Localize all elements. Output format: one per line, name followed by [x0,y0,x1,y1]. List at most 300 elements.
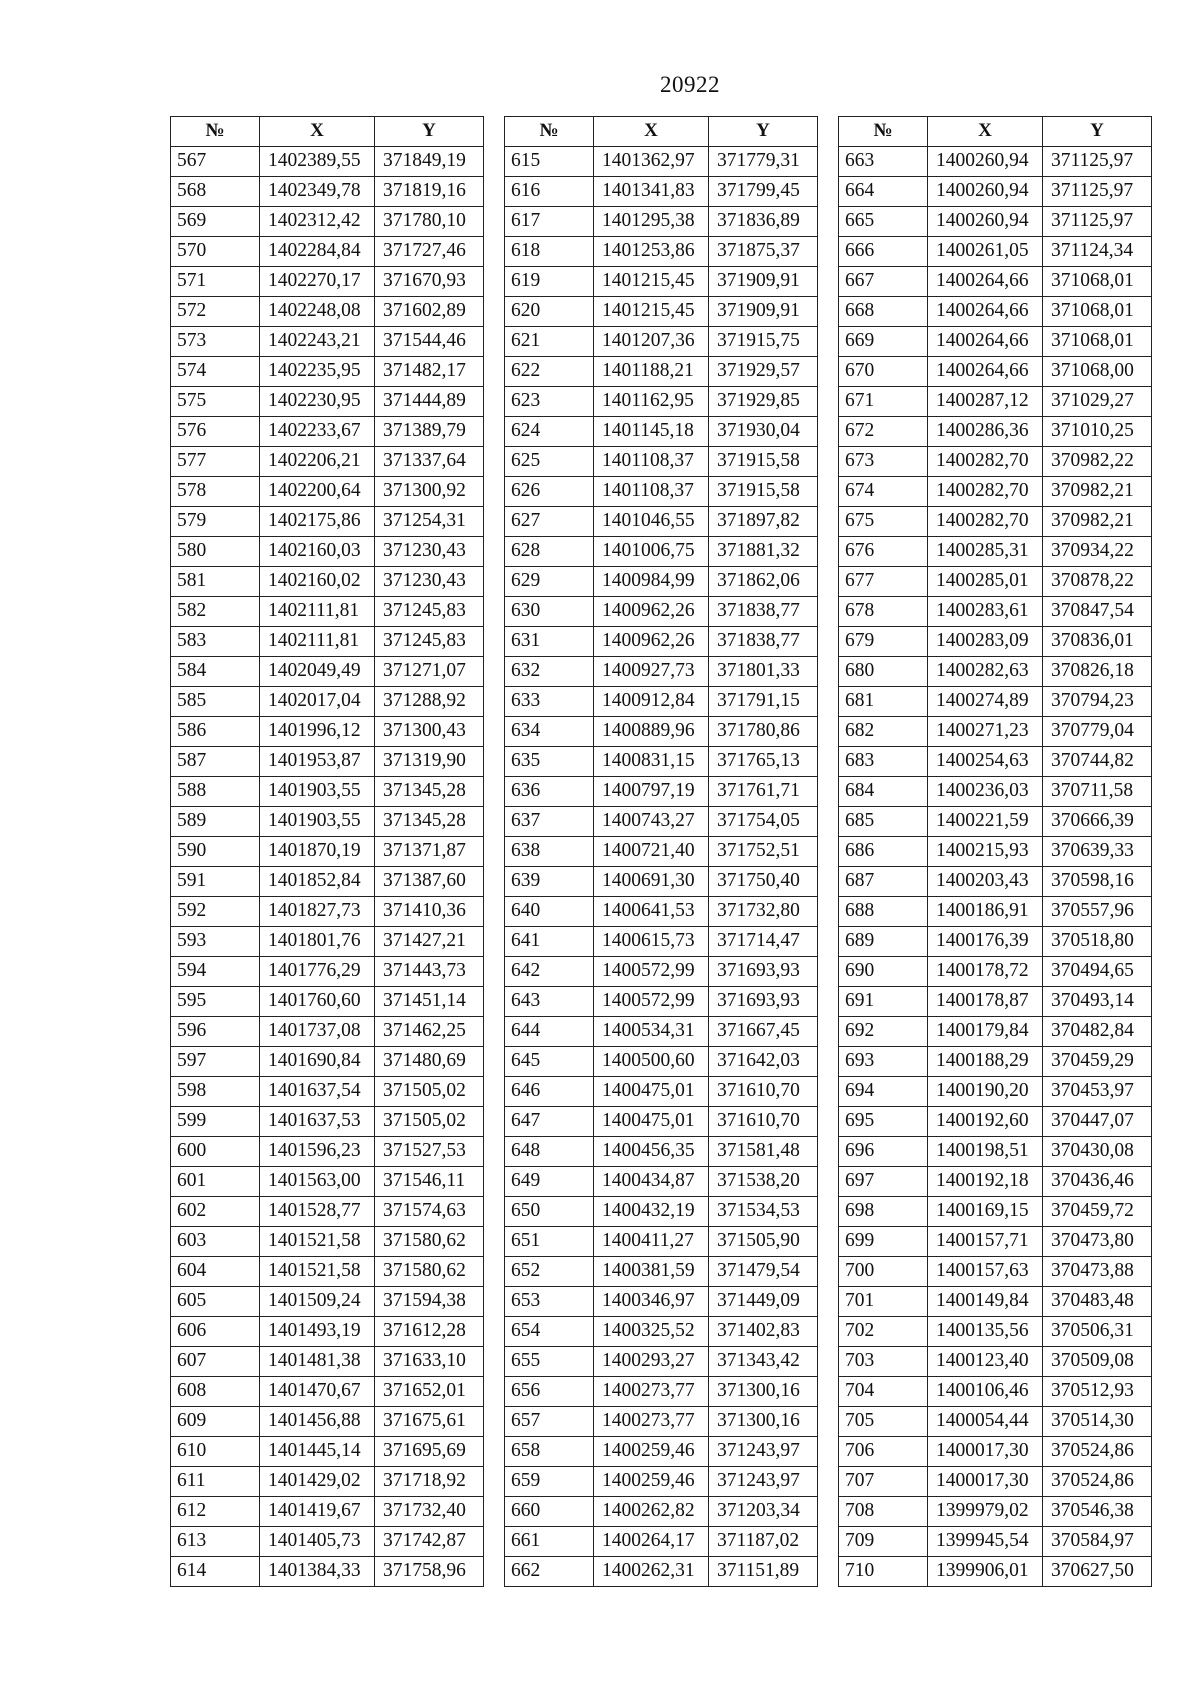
x-value-cell: 1401953,87 [260,747,375,777]
point-number-cell: 620 [505,297,594,327]
y-value-cell: 370982,21 [1043,477,1152,507]
x-value-cell: 1400572,99 [594,957,709,987]
table-row [839,777,1152,807]
y-value-cell: 370509,08 [1043,1347,1152,1377]
point-number-cell: 673 [839,447,928,477]
point-number-cell: 573 [171,327,260,357]
point-number-cell: 608 [171,1377,260,1407]
y-value-cell: 371574,63 [375,1197,484,1227]
table-row [839,1197,1152,1227]
table-row [839,1257,1152,1287]
y-value-cell: 371718,92 [375,1467,484,1497]
y-value-cell: 371546,11 [375,1167,484,1197]
point-number-cell: 574 [171,357,260,387]
table-row [505,267,818,297]
point-number-cell: 682 [839,717,928,747]
y-value-cell: 370584,97 [1043,1527,1152,1557]
y-value-cell: 371534,53 [709,1197,818,1227]
x-value-cell: 1400743,27 [594,807,709,837]
y-value-cell: 370473,88 [1043,1257,1152,1287]
y-value-cell: 371068,00 [1043,357,1152,387]
point-number-cell: 679 [839,627,928,657]
y-value-cell: 371838,77 [709,627,818,657]
table-row [839,897,1152,927]
table-row [505,537,818,567]
y-value-cell: 371203,34 [709,1497,818,1527]
x-value-cell: 1400017,30 [928,1437,1043,1467]
table-row [171,1317,484,1347]
point-number-cell: 611 [171,1467,260,1497]
table-row [839,1017,1152,1047]
table-row [505,237,818,267]
x-value-cell: 1401521,58 [260,1257,375,1287]
y-value-cell: 371909,91 [709,297,818,327]
y-value-cell: 371758,96 [375,1557,484,1587]
y-value-cell: 371602,89 [375,297,484,327]
point-number-cell: 676 [839,537,928,567]
table-row [505,777,818,807]
table-row [839,417,1152,447]
table-row [171,267,484,297]
x-value-cell: 1401903,55 [260,807,375,837]
y-value-cell: 370524,86 [1043,1467,1152,1497]
y-value-cell: 371610,70 [709,1107,818,1137]
table-row [171,1197,484,1227]
point-number-cell: 590 [171,837,260,867]
y-value-cell: 371300,16 [709,1407,818,1437]
point-number-cell: 694 [839,1077,928,1107]
x-value-cell: 1400054,44 [928,1407,1043,1437]
x-value-cell: 1400293,27 [594,1347,709,1377]
x-value-cell: 1401903,55 [260,777,375,807]
x-value-cell: 1401207,36 [594,327,709,357]
x-value-cell: 1401429,02 [260,1467,375,1497]
x-value-cell: 1400282,70 [928,447,1043,477]
x-value-cell: 1400236,03 [928,777,1043,807]
point-number-cell: 690 [839,957,928,987]
table-row [171,477,484,507]
x-value-cell: 1401295,38 [594,207,709,237]
table-row [505,357,818,387]
y-value-cell: 371799,45 [709,177,818,207]
y-value-cell: 371343,42 [709,1347,818,1377]
table-row [171,807,484,837]
point-number-cell: 677 [839,567,928,597]
x-value-cell: 1400261,05 [928,237,1043,267]
y-value-cell: 371505,02 [375,1107,484,1137]
x-value-cell: 1400797,19 [594,777,709,807]
header-y: Y [709,117,818,147]
table-row [171,567,484,597]
table-row [839,957,1152,987]
point-number-cell: 621 [505,327,594,357]
point-number-cell: 586 [171,717,260,747]
table-row [171,357,484,387]
table-row [171,837,484,867]
y-value-cell: 371482,17 [375,357,484,387]
point-number-cell: 567 [171,147,260,177]
point-number-cell: 594 [171,957,260,987]
y-value-cell: 371752,51 [709,837,818,867]
y-value-cell: 371300,92 [375,477,484,507]
table-row [839,1467,1152,1497]
point-number-cell: 657 [505,1407,594,1437]
table-row [505,627,818,657]
y-value-cell: 371480,69 [375,1047,484,1077]
table-row [171,1497,484,1527]
y-value-cell: 371371,87 [375,837,484,867]
table-row [505,147,818,177]
x-value-cell: 1400188,29 [928,1047,1043,1077]
x-value-cell: 1400381,59 [594,1257,709,1287]
y-value-cell: 370494,65 [1043,957,1152,987]
table-row [505,687,818,717]
point-number-cell: 568 [171,177,260,207]
point-number-cell: 649 [505,1167,594,1197]
point-number-cell: 609 [171,1407,260,1437]
point-number-cell: 698 [839,1197,928,1227]
point-number-cell: 597 [171,1047,260,1077]
point-number-cell: 640 [505,897,594,927]
y-value-cell: 371387,60 [375,867,484,897]
table-row [505,507,818,537]
point-number-cell: 593 [171,927,260,957]
table-row [839,1167,1152,1197]
table-row [171,1167,484,1197]
point-number-cell: 691 [839,987,928,1017]
point-number-cell: 684 [839,777,928,807]
point-number-cell: 650 [505,1197,594,1227]
y-value-cell: 371479,54 [709,1257,818,1287]
point-number-cell: 670 [839,357,928,387]
table-row [505,207,818,237]
table-body [505,147,818,1587]
table-row [839,1077,1152,1107]
y-value-cell: 371389,79 [375,417,484,447]
table-row [171,777,484,807]
x-value-cell: 1401637,54 [260,1077,375,1107]
y-value-cell: 371838,77 [709,597,818,627]
header-y: Y [375,117,484,147]
x-value-cell: 1402284,84 [260,237,375,267]
table-row [839,297,1152,327]
table-row [171,207,484,237]
y-value-cell: 371068,01 [1043,297,1152,327]
y-value-cell: 370430,08 [1043,1137,1152,1167]
table-row [171,957,484,987]
y-value-cell: 371750,40 [709,867,818,897]
x-value-cell: 1401384,33 [260,1557,375,1587]
x-value-cell: 1402160,02 [260,567,375,597]
table-row [505,657,818,687]
table-row [505,1017,818,1047]
point-number-cell: 592 [171,897,260,927]
point-number-cell: 576 [171,417,260,447]
y-value-cell: 371068,01 [1043,267,1152,297]
point-number-cell: 655 [505,1347,594,1377]
point-number-cell: 579 [171,507,260,537]
table-row [839,1047,1152,1077]
x-value-cell: 1399906,01 [928,1557,1043,1587]
table-row [171,1137,484,1167]
point-number-cell: 701 [839,1287,928,1317]
table-row [171,867,484,897]
x-value-cell: 1400190,20 [928,1077,1043,1107]
point-number-cell: 612 [171,1497,260,1527]
x-value-cell: 1402017,04 [260,687,375,717]
point-number-cell: 569 [171,207,260,237]
table-row [839,627,1152,657]
table-row [505,747,818,777]
x-value-cell: 1400534,31 [594,1017,709,1047]
point-number-cell: 648 [505,1137,594,1167]
x-value-cell: 1400106,46 [928,1377,1043,1407]
y-value-cell: 371444,89 [375,387,484,417]
x-value-cell: 1400157,71 [928,1227,1043,1257]
point-number-cell: 703 [839,1347,928,1377]
y-value-cell: 371732,80 [709,897,818,927]
y-value-cell: 371670,93 [375,267,484,297]
x-value-cell: 1400283,61 [928,597,1043,627]
x-value-cell: 1401145,18 [594,417,709,447]
point-number-cell: 646 [505,1077,594,1107]
table-row [171,1437,484,1467]
x-value-cell: 1400962,26 [594,627,709,657]
y-value-cell: 370518,80 [1043,927,1152,957]
y-value-cell: 371300,43 [375,717,484,747]
y-value-cell: 371187,02 [709,1527,818,1557]
x-value-cell: 1400287,12 [928,387,1043,417]
point-number-cell: 697 [839,1167,928,1197]
table-row [505,1407,818,1437]
point-number-cell: 668 [839,297,928,327]
y-value-cell: 370459,29 [1043,1047,1152,1077]
x-value-cell: 1400285,01 [928,567,1043,597]
y-value-cell: 371642,03 [709,1047,818,1077]
table-row [505,837,818,867]
point-number-cell: 706 [839,1437,928,1467]
x-value-cell: 1401456,88 [260,1407,375,1437]
table-row [839,657,1152,687]
x-value-cell: 1401253,86 [594,237,709,267]
x-value-cell: 1400262,82 [594,1497,709,1527]
x-value-cell: 1400260,94 [928,147,1043,177]
table-row [839,837,1152,867]
table-row [171,597,484,627]
table-row [505,1197,818,1227]
x-value-cell: 1401776,29 [260,957,375,987]
y-value-cell: 371849,19 [375,147,484,177]
x-value-cell: 1401481,38 [260,1347,375,1377]
x-value-cell: 1399979,02 [928,1497,1043,1527]
x-value-cell: 1400615,73 [594,927,709,957]
point-number-cell: 704 [839,1377,928,1407]
y-value-cell: 370482,84 [1043,1017,1152,1047]
header-x: X [594,117,709,147]
x-value-cell: 1400169,15 [928,1197,1043,1227]
table-row [505,1137,818,1167]
y-value-cell: 371462,25 [375,1017,484,1047]
x-value-cell: 1402243,21 [260,327,375,357]
point-number-cell: 622 [505,357,594,387]
y-value-cell: 370557,96 [1043,897,1152,927]
point-number-cell: 584 [171,657,260,687]
point-number-cell: 571 [171,267,260,297]
table-row [505,387,818,417]
x-value-cell: 1401108,37 [594,447,709,477]
y-value-cell: 370744,82 [1043,747,1152,777]
y-value-cell: 371612,28 [375,1317,484,1347]
x-value-cell: 1402312,42 [260,207,375,237]
x-value-cell: 1400325,52 [594,1317,709,1347]
table-row [171,1377,484,1407]
x-value-cell: 1401801,76 [260,927,375,957]
y-value-cell: 370514,30 [1043,1407,1152,1437]
coordinates-table-1 [170,116,484,1587]
table-row [505,177,818,207]
x-value-cell: 1400192,60 [928,1107,1043,1137]
x-value-cell: 1402111,81 [260,627,375,657]
table-row [839,357,1152,387]
point-number-cell: 656 [505,1377,594,1407]
x-value-cell: 1400475,01 [594,1107,709,1137]
point-number-cell: 643 [505,987,594,1017]
y-value-cell: 371675,61 [375,1407,484,1437]
y-value-cell: 371245,83 [375,597,484,627]
table-row [839,1557,1152,1587]
y-value-cell: 371271,07 [375,657,484,687]
point-number-cell: 638 [505,837,594,867]
y-value-cell: 371125,97 [1043,207,1152,237]
point-number-cell: 699 [839,1227,928,1257]
y-value-cell: 371667,45 [709,1017,818,1047]
y-value-cell: 370459,72 [1043,1197,1152,1227]
point-number-cell: 654 [505,1317,594,1347]
coordinates-tables [170,116,1152,1587]
point-number-cell: 671 [839,387,928,417]
point-number-cell: 692 [839,1017,928,1047]
point-number-cell: 589 [171,807,260,837]
x-value-cell: 1400157,63 [928,1257,1043,1287]
y-value-cell: 370483,48 [1043,1287,1152,1317]
table-row [839,327,1152,357]
point-number-cell: 587 [171,747,260,777]
x-value-cell: 1401006,75 [594,537,709,567]
point-number-cell: 652 [505,1257,594,1287]
point-number-cell: 617 [505,207,594,237]
x-value-cell: 1401737,08 [260,1017,375,1047]
x-value-cell: 1402389,55 [260,147,375,177]
point-number-cell: 600 [171,1137,260,1167]
point-number-cell: 653 [505,1287,594,1317]
y-value-cell: 371633,10 [375,1347,484,1377]
y-value-cell: 371527,53 [375,1137,484,1167]
table-row [171,1287,484,1317]
point-number-cell: 678 [839,597,928,627]
table-row [171,1017,484,1047]
x-value-cell: 1400123,40 [928,1347,1043,1377]
table-row [171,147,484,177]
point-number-cell: 602 [171,1197,260,1227]
table-row [171,1107,484,1137]
point-number-cell: 672 [839,417,928,447]
x-value-cell: 1401852,84 [260,867,375,897]
table-row [839,987,1152,1017]
table-row [839,537,1152,567]
table-row [171,417,484,447]
header-number: № [839,117,928,147]
table-row [839,1377,1152,1407]
x-value-cell: 1400927,73 [594,657,709,687]
x-value-cell: 1400432,19 [594,1197,709,1227]
y-value-cell: 371505,02 [375,1077,484,1107]
x-value-cell: 1400984,99 [594,567,709,597]
x-value-cell: 1401493,19 [260,1317,375,1347]
point-number-cell: 660 [505,1497,594,1527]
table-row [505,1047,818,1077]
y-value-cell: 371402,83 [709,1317,818,1347]
table-row [839,597,1152,627]
x-value-cell: 1400411,27 [594,1227,709,1257]
y-value-cell: 371780,86 [709,717,818,747]
x-value-cell: 1400264,17 [594,1527,709,1557]
table-row [505,1167,818,1197]
header-y: Y [1043,117,1152,147]
y-value-cell: 371580,62 [375,1257,484,1287]
x-value-cell: 1402235,95 [260,357,375,387]
x-value-cell: 1399945,54 [928,1527,1043,1557]
y-value-cell: 371427,21 [375,927,484,957]
x-value-cell: 1400274,89 [928,687,1043,717]
y-value-cell: 371538,20 [709,1167,818,1197]
table-row [171,657,484,687]
y-value-cell: 370934,22 [1043,537,1152,567]
x-value-cell: 1400259,46 [594,1467,709,1497]
x-value-cell: 1400198,51 [928,1137,1043,1167]
y-value-cell: 370506,31 [1043,1317,1152,1347]
point-number-cell: 596 [171,1017,260,1047]
table-row [505,717,818,747]
y-value-cell: 371337,64 [375,447,484,477]
point-number-cell: 614 [171,1557,260,1587]
x-value-cell: 1400215,93 [928,837,1043,867]
table-row [171,327,484,357]
table-row [505,567,818,597]
y-value-cell: 371029,27 [1043,387,1152,417]
table-row [171,1527,484,1557]
y-value-cell: 370982,21 [1043,507,1152,537]
table-row [839,927,1152,957]
table-row [171,747,484,777]
y-value-cell: 370473,80 [1043,1227,1152,1257]
table-row [171,987,484,1017]
point-number-cell: 709 [839,1527,928,1557]
point-number-cell: 662 [505,1557,594,1587]
y-value-cell: 371693,93 [709,987,818,1017]
table-row [839,507,1152,537]
point-number-cell: 669 [839,327,928,357]
table-row [839,147,1152,177]
point-number-cell: 674 [839,477,928,507]
y-value-cell: 371881,32 [709,537,818,567]
point-number-cell: 591 [171,867,260,897]
table-row [839,387,1152,417]
y-value-cell: 371909,91 [709,267,818,297]
x-value-cell: 1400192,18 [928,1167,1043,1197]
y-value-cell: 371345,28 [375,807,484,837]
point-number-cell: 625 [505,447,594,477]
point-number-cell: 634 [505,717,594,747]
